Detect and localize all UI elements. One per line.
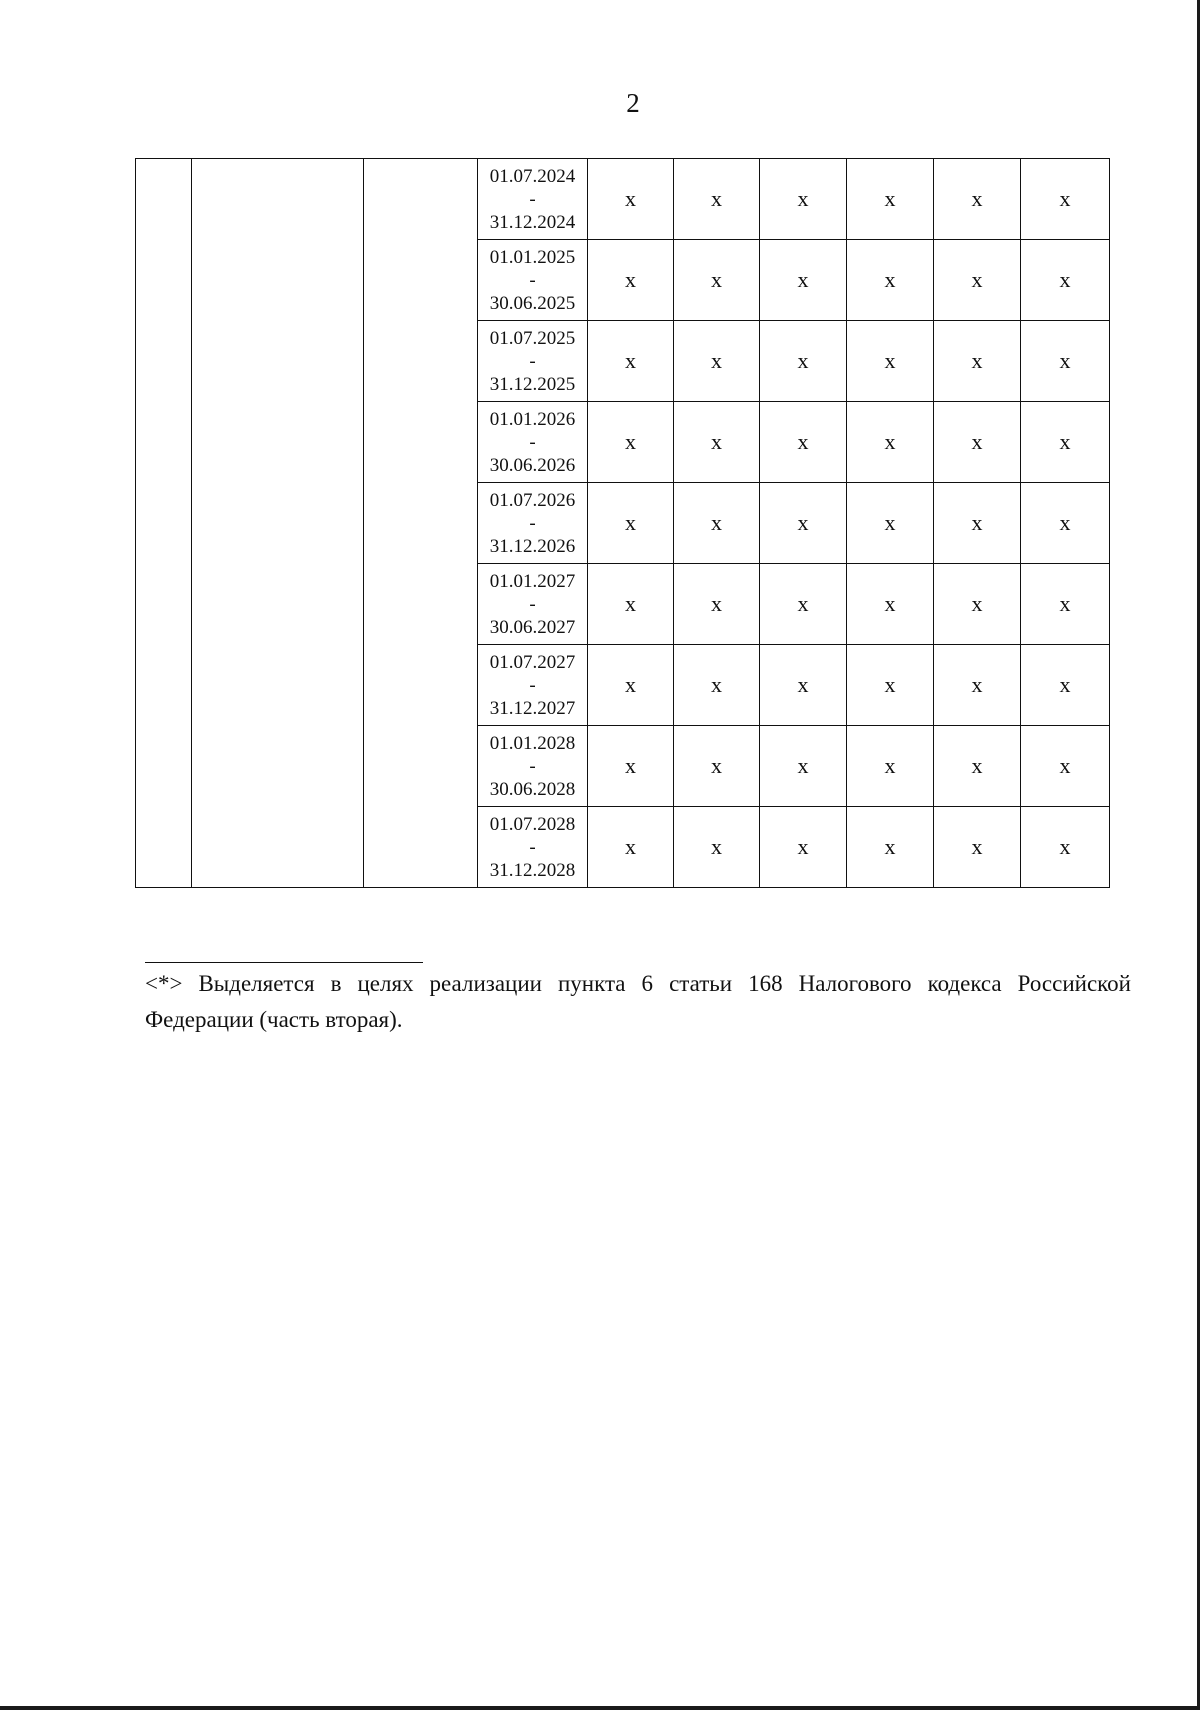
period-separator: -	[529, 350, 536, 372]
not-applicable-mark: x	[1021, 321, 1110, 402]
not-applicable-mark: x	[674, 321, 760, 402]
period-start-date: 01.07.2028	[489, 813, 576, 835]
not-applicable-mark: x	[1021, 240, 1110, 321]
period-start-date: 01.01.2028	[489, 732, 576, 754]
period-start-date: 01.01.2026	[489, 408, 576, 430]
period-separator: -	[529, 431, 536, 453]
not-applicable-mark: x	[760, 483, 847, 564]
not-applicable-mark: x	[847, 645, 934, 726]
not-applicable-mark: x	[760, 564, 847, 645]
period-start-date: 01.07.2027	[489, 651, 576, 673]
period-end-date: 30.06.2026	[489, 454, 576, 476]
period-cell	[478, 807, 588, 888]
not-applicable-mark: x	[934, 321, 1021, 402]
period-separator: -	[529, 836, 536, 858]
period-end-date: 30.06.2027	[489, 616, 576, 638]
not-applicable-mark: x	[674, 645, 760, 726]
not-applicable-mark: x	[588, 564, 674, 645]
blank-column-2	[192, 159, 364, 888]
table-row	[136, 159, 1110, 240]
period-end-date: 31.12.2027	[489, 697, 576, 719]
period-start-date: 01.07.2026	[489, 489, 576, 511]
period-cell	[478, 564, 588, 645]
not-applicable-mark: x	[760, 240, 847, 321]
period-separator: -	[529, 269, 536, 291]
not-applicable-mark: x	[934, 645, 1021, 726]
not-applicable-mark: x	[1021, 483, 1110, 564]
not-applicable-mark: x	[847, 726, 934, 807]
blank-column-3	[364, 159, 478, 888]
period-end-date: 31.12.2028	[489, 859, 576, 881]
not-applicable-mark: x	[1021, 726, 1110, 807]
blank-column-1	[136, 159, 192, 888]
not-applicable-mark: x	[674, 402, 760, 483]
period-cell	[478, 645, 588, 726]
period-separator: -	[529, 188, 536, 210]
not-applicable-mark: x	[588, 483, 674, 564]
period-cell	[478, 402, 588, 483]
not-applicable-mark: x	[760, 159, 847, 240]
not-applicable-mark: x	[760, 645, 847, 726]
not-applicable-mark: x	[760, 321, 847, 402]
period-end-date: 31.12.2026	[489, 535, 576, 557]
period-start-date: 01.01.2027	[489, 570, 576, 592]
not-applicable-mark: x	[934, 159, 1021, 240]
not-applicable-mark: x	[1021, 402, 1110, 483]
schedule-body	[136, 159, 1110, 888]
not-applicable-mark: x	[934, 483, 1021, 564]
not-applicable-mark: x	[588, 240, 674, 321]
not-applicable-mark: x	[1021, 159, 1110, 240]
not-applicable-mark: x	[934, 564, 1021, 645]
period-end-date: 31.12.2025	[489, 373, 576, 395]
not-applicable-mark: x	[588, 645, 674, 726]
schedule-table	[135, 158, 1110, 888]
not-applicable-mark: x	[674, 564, 760, 645]
not-applicable-mark: x	[934, 240, 1021, 321]
period-end-date: 30.06.2028	[489, 778, 576, 800]
not-applicable-mark: x	[847, 240, 934, 321]
not-applicable-mark: x	[674, 483, 760, 564]
not-applicable-mark: x	[588, 321, 674, 402]
not-applicable-mark: x	[1021, 564, 1110, 645]
page-number: 2	[626, 88, 640, 118]
not-applicable-mark: x	[588, 159, 674, 240]
not-applicable-mark: x	[674, 726, 760, 807]
not-applicable-mark: x	[934, 402, 1021, 483]
period-start-date: 01.07.2025	[489, 327, 576, 349]
not-applicable-mark: x	[934, 726, 1021, 807]
not-applicable-mark: x	[588, 402, 674, 483]
not-applicable-mark: x	[1021, 645, 1110, 726]
period-separator: -	[529, 755, 536, 777]
not-applicable-mark: x	[760, 726, 847, 807]
not-applicable-mark: x	[934, 807, 1021, 888]
not-applicable-mark: x	[588, 807, 674, 888]
period-cell	[478, 240, 588, 321]
period-cell	[478, 159, 588, 240]
period-separator: -	[529, 674, 536, 696]
not-applicable-mark: x	[1021, 807, 1110, 888]
footnote-text: <*> Выделяется в целях реализации пункта 6 статьи 168 Налогового кодекса Российской Федерации (часть вторая).	[145, 971, 1131, 1032]
not-applicable-mark: x	[588, 726, 674, 807]
period-start-date: 01.01.2025	[489, 246, 576, 268]
period-cell	[478, 321, 588, 402]
period-end-date: 31.12.2024	[489, 211, 576, 233]
not-applicable-mark: x	[760, 402, 847, 483]
period-end-date: 30.06.2025	[489, 292, 576, 314]
not-applicable-mark: x	[847, 321, 934, 402]
footnote-separator	[145, 962, 423, 963]
period-separator: -	[529, 512, 536, 534]
not-applicable-mark: x	[847, 807, 934, 888]
not-applicable-mark: x	[847, 564, 934, 645]
not-applicable-mark: x	[847, 159, 934, 240]
not-applicable-mark: x	[674, 807, 760, 888]
not-applicable-mark: x	[674, 159, 760, 240]
scan-border-bottom	[0, 1706, 1200, 1710]
not-applicable-mark: x	[760, 807, 847, 888]
not-applicable-mark: x	[847, 483, 934, 564]
not-applicable-mark: x	[674, 240, 760, 321]
period-start-date: 01.07.2024	[489, 165, 576, 187]
period-separator: -	[529, 593, 536, 615]
not-applicable-mark: x	[847, 402, 934, 483]
period-cell	[478, 483, 588, 564]
period-cell	[478, 726, 588, 807]
